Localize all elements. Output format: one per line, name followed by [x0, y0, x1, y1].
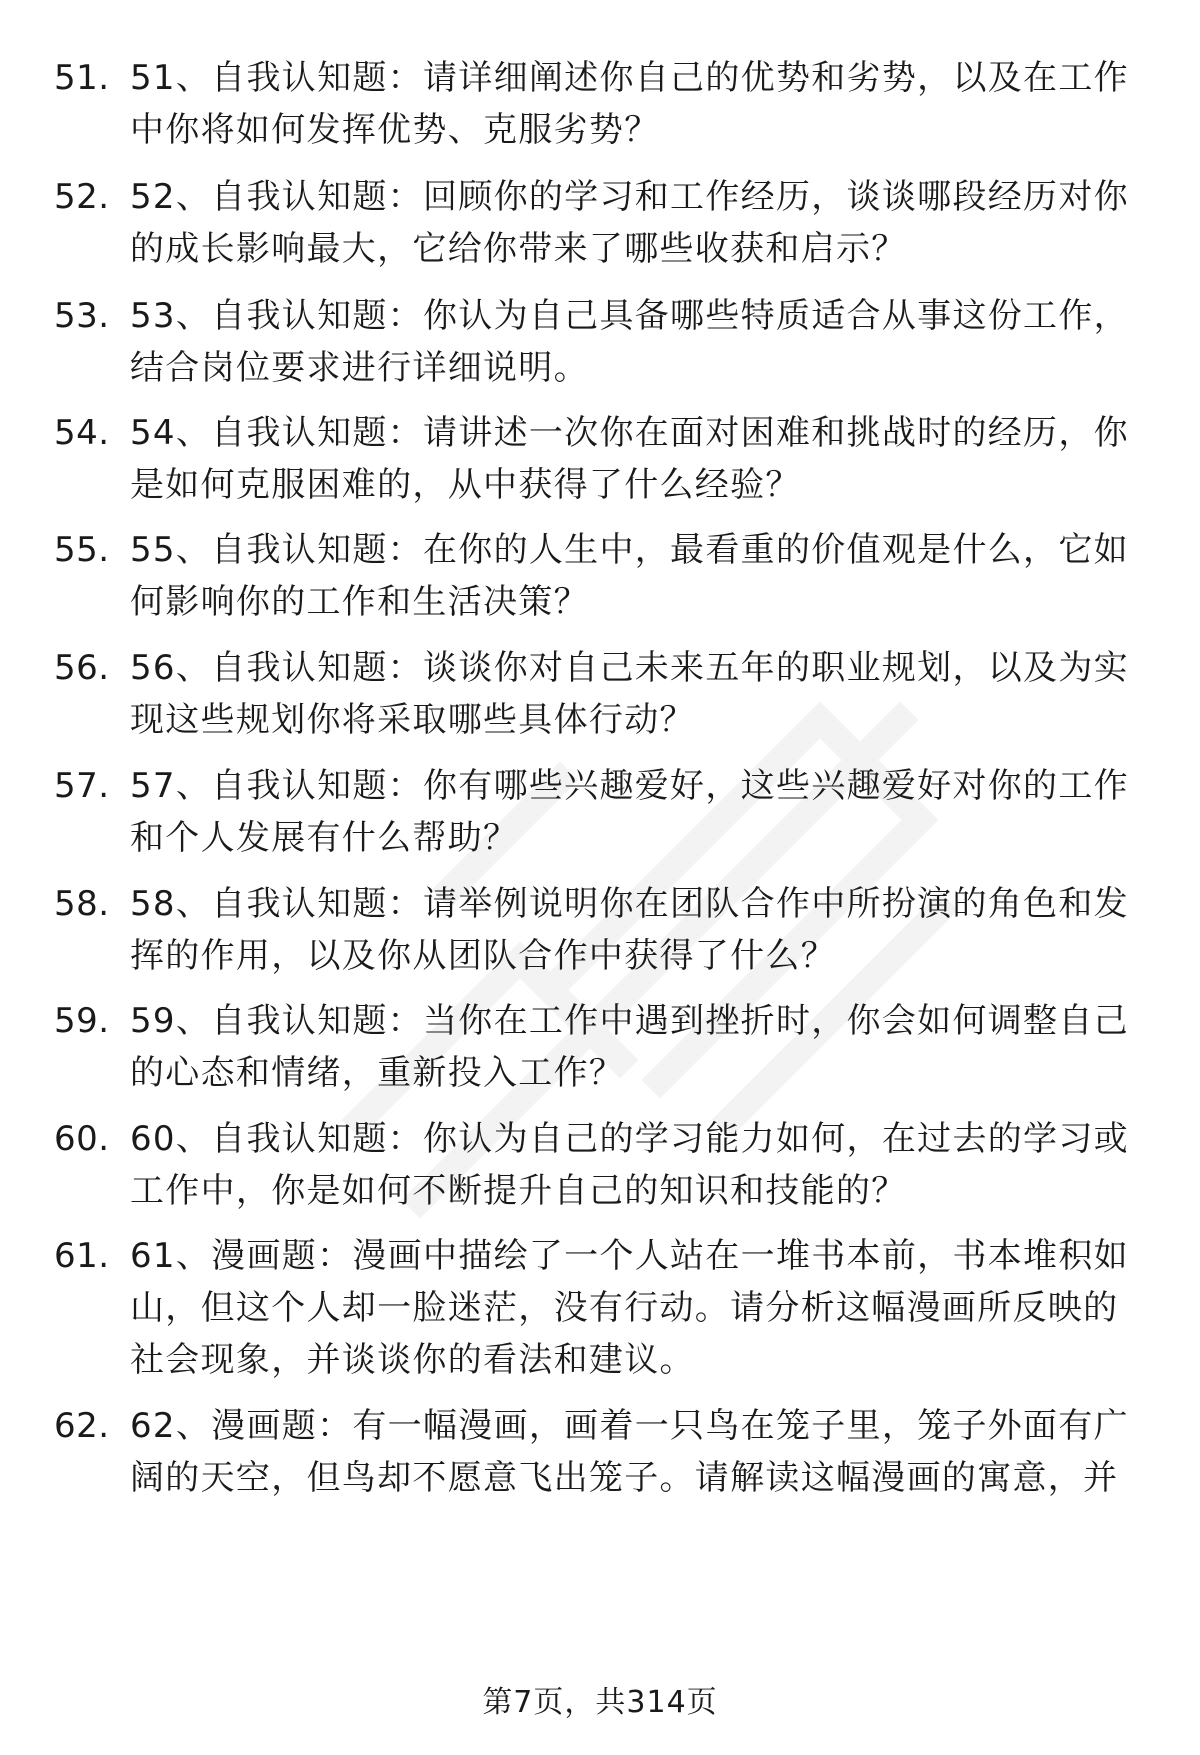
question-text: 59、自我认知题：当你在工作中遇到挫折时，你会如何调整自己的心态和情绪，重新投入工作？ [130, 1001, 1129, 1093]
question-number: 57. [54, 766, 110, 806]
question-text: 58、自我认知题：请举例说明你在团队合作中所扮演的角色和发挥的作用，以及你从团队合作中获得了什么？ [130, 884, 1129, 976]
question-number: 59. [54, 1001, 110, 1041]
question-text: 57、自我认知题：你有哪些兴趣爱好，这些兴趣爱好对你的工作和个人发展有什么帮助？ [130, 766, 1129, 858]
question-text: 51、自我认知题：请详细阐述你自己的优势和劣势，以及在工作中你将如何发挥优势、克服劣势？ [130, 58, 1129, 150]
question-item [0, 642, 1200, 752]
question-text: 61、漫画题：漫画中描绘了一个人站在一堆书本前，书本堆积如山，但这个人却一脸迷茫，没有行动。请分析这幅漫画所反映的社会现象，并谈谈你的看法和建议。 [130, 1236, 1129, 1380]
question-item [0, 524, 1200, 634]
question-number: 62. [54, 1406, 110, 1446]
question-item [0, 1230, 1200, 1380]
question-text: 53、自我认知题：你认为自己具备哪些特质适合从事这份工作，结合岗位要求进行详细说明。 [130, 296, 1129, 388]
question-number: 55. [54, 530, 110, 570]
question-number: 61. [54, 1236, 110, 1276]
question-number: 51. [54, 58, 110, 98]
question-text: 56、自我认知题：谈谈你对自己未来五年的职业规划，以及为实现这些规划你将采取哪些具体行动？ [130, 648, 1129, 740]
page-footer: 第7页，共314页 [482, 1685, 718, 1720]
question-text: 52、自我认知题：回顾你的学习和工作经历，谈谈哪段经历对你的成长影响最大，它给你带来了哪些收获和启示？ [130, 177, 1129, 269]
question-text: 60、自我认知题：你认为自己的学习能力如何，在过去的学习或工作中，你是如何不断提升自己的知识和技能的？ [130, 1119, 1129, 1211]
question-number: 58. [54, 884, 110, 924]
question-item [0, 760, 1200, 870]
question-number: 54. [54, 413, 110, 453]
question-item [0, 407, 1200, 517]
question-item [0, 171, 1200, 281]
question-text: 62、漫画题：有一幅漫画，画着一只鸟在笼子里，笼子外面有广阔的天空，但鸟却不愿意飞出笼子。请解读这幅漫画的寓意，并 [130, 1406, 1129, 1498]
question-item [0, 1400, 1200, 1510]
question-number: 52. [54, 177, 110, 217]
question-item [0, 995, 1200, 1105]
question-item [0, 1113, 1200, 1223]
question-number: 60. [54, 1119, 110, 1159]
question-item [0, 878, 1200, 988]
question-number: 56. [54, 648, 110, 688]
question-item [0, 52, 1200, 162]
question-number: 53. [54, 296, 110, 336]
question-text: 55、自我认知题：在你的人生中，最看重的价值观是什么，它如何影响你的工作和生活决策？ [130, 530, 1129, 622]
question-text: 54、自我认知题：请讲述一次你在面对困难和挑战时的经历，你是如何克服困难的，从中获得了什么经验？ [130, 413, 1129, 505]
question-item [0, 290, 1200, 400]
